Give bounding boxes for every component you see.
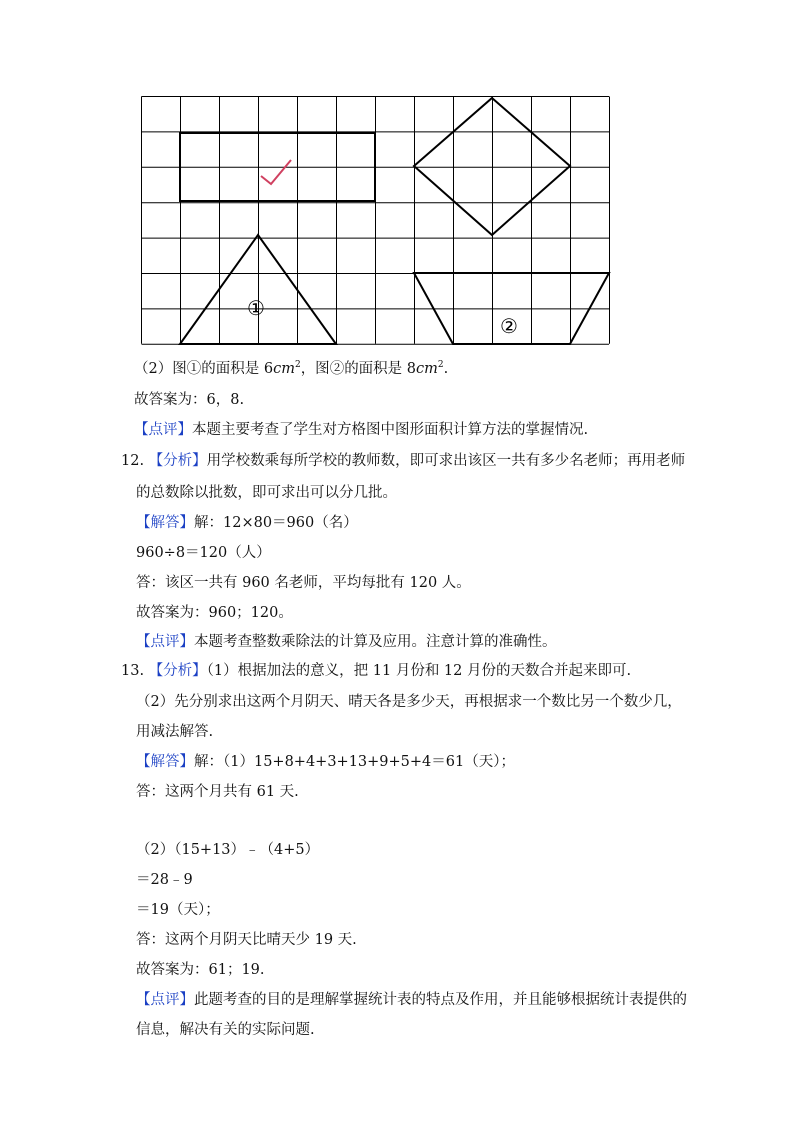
q13-part2-line2: ＝28﹣9: [136, 872, 193, 888]
q13-comment-line2: 信息，解决有关的实际问题.: [136, 1022, 315, 1038]
q13-part2-line1: （2）（15+13）﹣（4+5）: [136, 842, 320, 858]
q12-solution-line1: 【解答】解：12×80＝960（名）: [136, 515, 358, 531]
check-mark: [261, 160, 291, 184]
q13-solution-line2: 答：这两个月共有 61 天.: [136, 784, 299, 800]
q13-solution-line1: 【解答】解：（1）15+8+4+3+13+9+5+4＝61（天）；: [136, 754, 515, 770]
q12-analysis-line1: 12. 【分析】用学校数乘每所学校的教师数，即可求出该区一共有多少名老师；再用老师: [121, 453, 686, 469]
figure-label-1: ①: [247, 296, 265, 320]
q13-part2-line4: 答：这两个月阴天比晴天少 19 天.: [136, 932, 357, 948]
q13-analysis-line1: 13. 【分析】（1）根据加法的意义，把 11 月份和 12 月份的天数合并起来即可.: [121, 663, 632, 679]
q13-comment-line1: 【点评】此题考查的目的是理解掌握统计表的特点及作用，并且能够根据统计表提供的: [136, 992, 687, 1008]
q11-part2-line: （2）图①的面积是 $6cm^2$，图②的面积是 $8cm^2$.: [134, 360, 449, 377]
q13-analysis-line2: （2）先分别求出这两个月阴天、晴天各是多少天，再根据求一个数比另一个数少几，: [136, 694, 682, 710]
q11-answer: 故答案为：6，8.: [134, 392, 245, 408]
grid-figure: [141, 96, 611, 346]
q13-answer: 故答案为：61；19.: [136, 962, 265, 978]
q12-analysis-line2: 的总数除以批数，即可求出可以分几批。: [136, 485, 397, 501]
q11-comment: 【点评】本题主要考查了学生对方格图中图形面积计算方法的掌握情况.: [134, 422, 589, 438]
figure-label-2: ②: [500, 314, 518, 338]
q13-analysis-line3: 用减法解答.: [136, 724, 214, 740]
q12-answer-line1: 答：该区一共有 960 名老师，平均每批有 120 人。: [136, 575, 471, 591]
q12-comment: 【点评】本题考查整数乘除法的计算及应用。注意计算的准确性。: [136, 634, 557, 650]
q12-solution-line2: 960÷8＝120（人）: [136, 545, 271, 561]
q13-part2-line3: ＝19（天）；: [136, 902, 220, 918]
q12-answer-line2: 故答案为：960；120。: [136, 605, 293, 621]
